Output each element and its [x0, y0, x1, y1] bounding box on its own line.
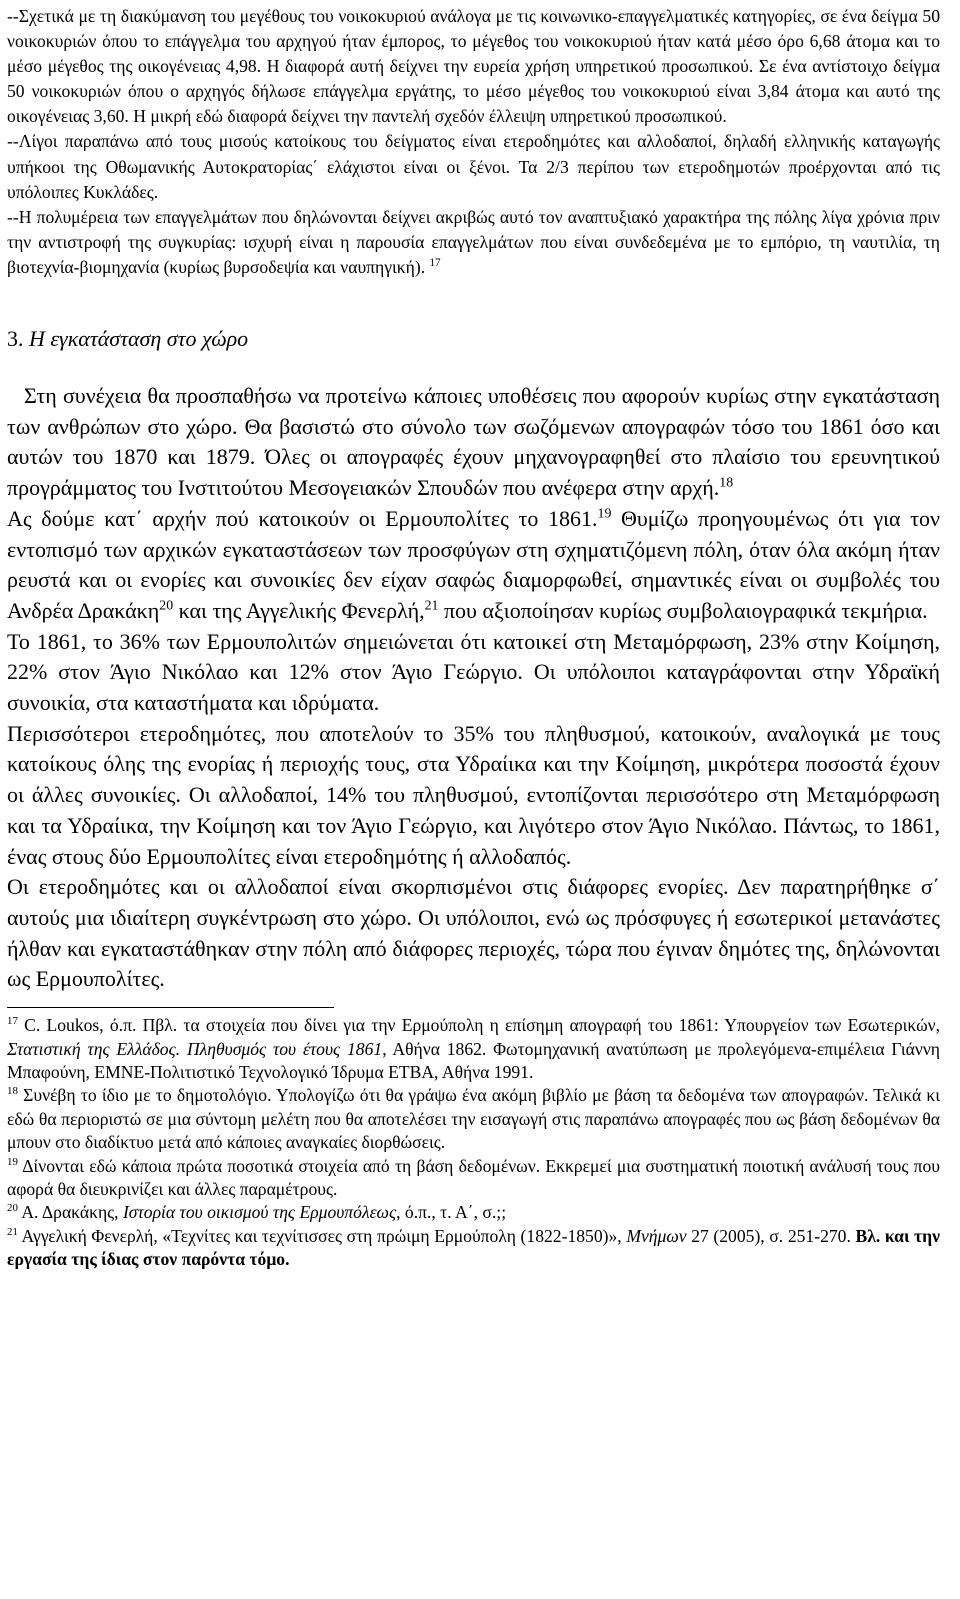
footnote-ref-19[interactable]: 19 — [597, 505, 612, 521]
body-p1-a: Στη συνέχεια θα προσπαθήσω να προτείνω κάποιες υποθέσεις που αφορούν κυρίως στην εγκατάσταση των ανθρώπων στο χώρο. Θα βασιστώ στο σύνολο των σωζόμενων απογραφών τόσο του 1861 όσο και αυτών του 1870 και 1879. Όλες οι απογραφές έχουν μηχανογραφηθεί στο πλαίσιο του ερευνητικού προγράμματος του Ινστιτούτου Μεσογειακών Σπουδών που ανέφερα στην αρχή. — [7, 383, 940, 501]
footnote-ref-18[interactable]: 18 — [719, 474, 734, 490]
body-paragraph-3: Το 1861, το 36% των Ερμουπολιτών σημειώνεται ότι κατοικεί στη Μεταμόρφωση, 23% στην Κοίμηση, 22% στον Άγιο Νικόλαο και 12% στον Άγιο Γεώργιο. Οι υπόλοιποι καταγράφονται στην Υδραϊκή συνοικία, στα καταστήματα και ιδρύματα. — [7, 628, 940, 716]
body-p1-d: και της Αγγελικής Φενερλή, — [173, 597, 425, 623]
footnote-20-title: Ιστορία του οικισμού της Ερμουπόλεως — [122, 1202, 397, 1223]
body-paragraph-4: Περισσότεροι ετεροδημότες, που αποτελούν το 35% του πληθυσμού, κατοικούν, αναλογικά με τους κατοίκους όλης της ενορίας ή περιοχής τους, στα Υδραίικα και την Κοίμηση, μικρότερα ποσοστά έχουν οι άλλες συνοικίες. Οι αλλοδαποί, 14% του πληθυσμού, εντοπίζονται περισσότερο στη Μεταμόρφωση και τα Υδραίικα, την Κοίμηση και τον Άγιο Γεώργιο, και λιγότερο στον Άγιο Νικόλαο. Πάντως, το 1861, ένας στους δύο Ερμουπολίτες είναι ετεροδημότης ή αλλοδαπός. — [7, 720, 940, 869]
footnote-18 — [7, 1084, 940, 1154]
body-paragraph-1 — [7, 381, 940, 504]
footnote-17-text-a: C. Loukos, ό.π. Πβλ. τα στοιχεία που δίνει για την Ερμούπολη η επίσημη απογραφή του 1861: Υπουργείον των Εσωτερικών, — [17, 1015, 940, 1036]
footnote-21-text-a: Αγγελική Φενερλή, «Τεχνίτες και τεχνίτισσες στη πρώιμη Ερμούπολη (1822-1850)», — [17, 1225, 627, 1246]
footnote-ref-20[interactable]: 20 — [159, 597, 174, 613]
paragraph-professions-text: --Η πολυμέρεια των επαγγελμάτων που δηλώνονται δείχνει ακριβώς αυτό τον αναπτυξιακό χαρακτήρα της πόλης λίγα χρόνια πριν την αντιστροφή της συγκυρίας: ισχυρή είναι η παρουσία επαγγελμάτων που είναι συνδεδεμένα με το εμπόριο, τη ναυτιλία, τη βιοτεχνία-βιομηχανία (κυρίως βυρσοδεψία και ναυπηγική). — [7, 206, 940, 277]
body-p1-b: Ας δούμε κατ΄ αρχήν πού κατοικούν οι Ερμουπολίτες το 1861. — [7, 505, 598, 531]
section-title: Η εγκατάσταση στο χώρο — [29, 326, 249, 352]
section-number: 3. — [7, 326, 24, 352]
footnote-19-number: 19 — [7, 1155, 18, 1168]
paragraph-residents-origin: --Λίγοι παραπάνω από τους μισούς κατοίκους του δείγματος είναι ετεροδημότες και αλλοδαποί, δηλαδή ελληνικής καταγωγής υπήκοοι της Οθωμανικής Αυτοκρατορίας΄ ελάχιστοι είναι οι ξένοι. Τα 2/3 περίπου των ετεροδημοτών προέρχονται από τις υπόλοιπες Κυκλάδες. — [7, 131, 940, 202]
footnote-21 — [7, 1225, 940, 1272]
footnote-17-title: Στατιστική της Ελλάδος. Πληθυσμός του έτους 1861 — [7, 1038, 383, 1059]
footnote-20-text-a: Α. Δρακάκης, — [17, 1202, 123, 1223]
document-page — [7, 4, 940, 1272]
footnote-20-number: 20 — [7, 1202, 18, 1215]
footnote-21-text-c: 27 (2005), σ. 251-270. — [686, 1225, 856, 1246]
body-paragraph-2 — [7, 504, 940, 627]
footnote-21-note: Βλ. και την εργασία της ίδιας στον παρόντα τόμο. — [7, 1225, 940, 1270]
footnote-18-text: Συνέβη το ίδιο με το δημοτολόγιο. Υπολογίζω ότι θα γράψω ένα ακόμη βιβλίο με βάση τα δεδομένα των απογραφών. Τελικά κι εδώ θα περιοριστώ σε μια σύντομη μελέτη που θα αποτελέσει την εισαγωγή στις παραπάνω απογραφές που ως βάση δεδομένων θα μπουν στο διαδίκτυο μετά από κάποιες αναγκαίες διορθώσεις. — [7, 1085, 940, 1153]
footnote-20 — [7, 1201, 940, 1224]
footnote-18-number: 18 — [7, 1085, 18, 1098]
footnote-19 — [7, 1155, 940, 1202]
footnote-17-number: 17 — [7, 1015, 18, 1028]
footnote-17-text-c: , Αθήνα 1862. Φωτομηχανική ανατύπωση με προλεγόμενα-επιμέλεια Γιάννη Μπαφούνη, ΕΜΝΕ-Πολιτιστικό Τεχνολογικό Ίδρυμα ΕΤΒΑ, Αθήνα 1991. — [7, 1038, 940, 1082]
footnote-19-text: Δίνονται εδώ κάποια πρώτα ποσοτικά στοιχεία από τη βάση δεδομένων. Εκκρεμεί μια συστηματική ποιοτική ανάλυσή τους που αφορά θα διευκρινίζει και άλλες παραμέτρους. — [7, 1155, 940, 1199]
paragraph-household-size: --Σχετικά με τη διακύμανση του μεγέθους του νοικοκυριού ανάλογα με τις κοινωνικο-επαγγελματικές κατηγορίες, σε ένα δείγμα 50 νοικοκυριών όπου το επάγγελμα του αρχηγού ήταν έμπορος, το μέγεθος του νοικοκυριού ήταν κατά μέσο όρο 6,68 άτομα και το μέσο μέγεθος της οικογένειας 4,98. Η διαφορά αυτή δείχνει την ευρεία χρήση υπηρετικού προσωπικού. Σε ένα αντίστοιχο δείγμα 50 νοικοκυριών όπου ο αρχηγός δήλωσε επάγγελμα εργάτης, το μέσο μέγεθος του νοικοκυριού είναι 3,84 άτομα και αυτό της οικογένειας 3,60. Η μικρή εδώ διαφορά δείχνει την παντελή σχεδόν έλλειψη υπηρετικού προσωπικού. — [7, 6, 940, 127]
footnote-separator — [7, 1007, 334, 1008]
footnote-17 — [7, 1014, 940, 1084]
footnote-21-number: 21 — [7, 1225, 18, 1238]
footnote-ref-21[interactable]: 21 — [424, 597, 439, 613]
body-p1-c: Θυμίζω προηγουμένως ότι για τον εντοπισμό των αρχικών εγκαταστάσεων των προσφύγων στη σχηματιζόμενη πόλη, όταν όλα ακόμη ήταν ρευστά και οι ενορίες και συνοικίες δεν είχαν σαφώς διαμορφωθεί, σημαντικές είναι οι συμβολές του Ανδρέα Δρακάκη — [7, 505, 940, 623]
body-paragraph-5: Οι ετεροδημότες και οι αλλοδαποί είναι σκορπισμένοι στις διάφορες ενορίες. Δεν παρατηρήθηκε σ΄ αυτούς μια ιδιαίτερη συγκέντρωση στο χώρο. Οι υπόλοιποι, ενώ ως πρόσφυγες ή εσωτερικοί μετανάστες ήλθαν και εγκαταστάθηκαν στην πόλη από διάφορες περιοχές, τώρα που έγιναν δημότες της, δηλώνονται ως Ερμουπολίτες. — [7, 874, 940, 992]
footnote-21-journal: Μνήμων — [626, 1225, 687, 1246]
paragraph-professions — [7, 205, 940, 280]
body-p1-e: που αξιοποίησαν κυρίως συμβολαιογραφικά τεκμήρια. — [438, 597, 928, 623]
footnote-ref-17[interactable]: 17 — [429, 257, 441, 270]
footnote-20-text-c: , ό.π., τ. Α΄, σ.;; — [396, 1202, 507, 1223]
section-heading — [7, 325, 940, 353]
